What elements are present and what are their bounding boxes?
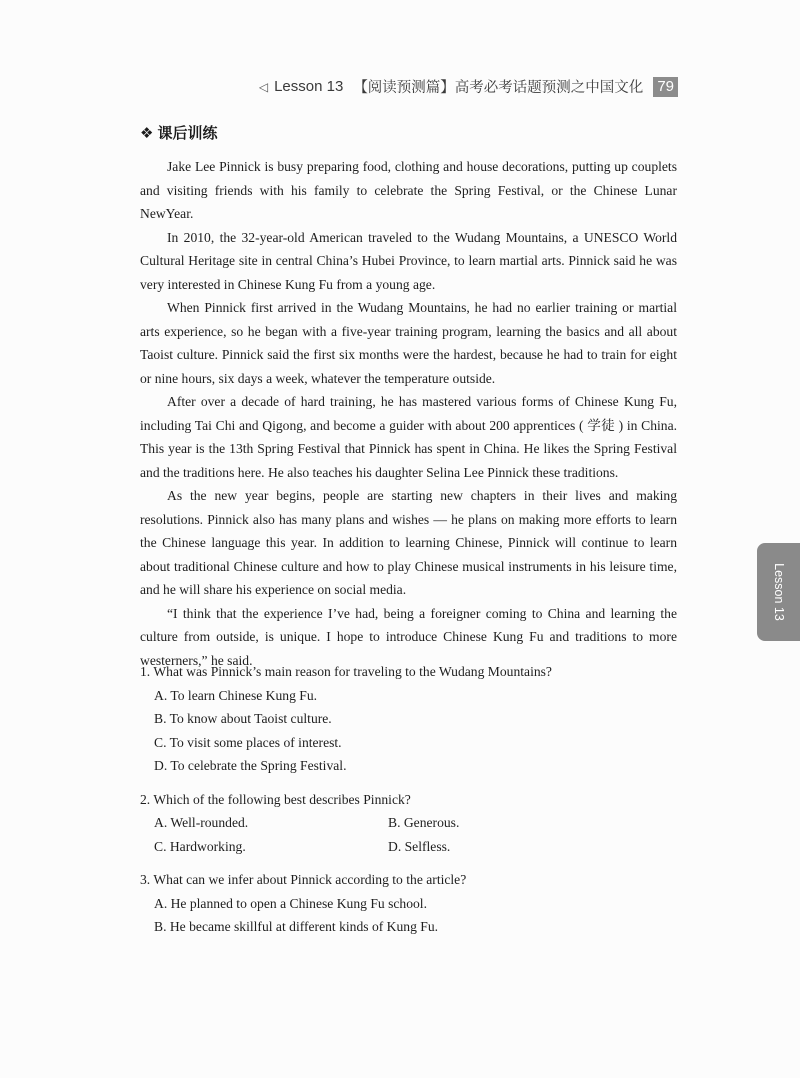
option-a: A. To learn Chinese Kung Fu.: [154, 687, 318, 703]
option-d: D. To celebrate the Spring Festival.: [154, 758, 347, 773]
option-d: D. Selfless.: [388, 838, 451, 854]
option-b: B. To know about Taoist culture.: [154, 711, 332, 726]
paragraph: After over a decade of hard training, he has mastered various forms of Chinese Kung Fu, including Tai Chi and Qigong, and become a guider with about 200 apprentices ( 学徒 ) in China. This year is the 13th Spring Festival that Pinnick has spent in China. He likes the Spring Festival and the traditions here. He also teaches his daughter Selina Lee Pinnick these traditions.: [140, 394, 677, 480]
option-a: A. Well-rounded.: [154, 815, 249, 830]
paragraph: In 2010, the 32-year-old American traveled to the Wudang Mountains, a UNESCO World Cultural Heritage site in central China’s Hubei Province, to learn martial arts. Pinnick said he was very interested in Chinese Kung Fu from a young age.: [140, 229, 677, 292]
question-stem: 3. What can we infer about Pinnick according to the article?: [140, 872, 467, 887]
option-c: C. To visit some places of interest.: [154, 734, 342, 750]
paragraph: When Pinnick first arrived in the Wudang Mountains, he had no earlier training or martial arts experience, so he began with a five-year training program, learning the basics and all about Taoist culture. Pinnick said the first six months were the hardest, because he had to train for eight or nine hours, six days a week, whatever the temperature outside.: [140, 300, 677, 386]
paragraph: “I think that the experience I’ve had, being a foreigner coming to China and learning the culture from outside, is unique. I hope to introduce Chinese Kung Fu and traditions to more westerners,” he said.: [140, 605, 677, 668]
option-c: C. Hardworking.: [154, 838, 246, 854]
triangle-left-icon: ◁: [258, 79, 269, 94]
question-stem: 2. Which of the following best describes Pinnick?: [140, 791, 411, 807]
question-1: [140, 660, 677, 778]
section-title: [140, 122, 217, 143]
option-b: B. He became skillful at different kinds of Kung Fu.: [154, 919, 439, 934]
option-a: A. He planned to open a Chinese Kung Fu school.: [154, 895, 427, 911]
diamond-bullet-icon: ❖: [140, 124, 154, 142]
page-header: [259, 76, 678, 97]
paragraph: Jake Lee Pinnick is busy preparing food, clothing and house decorations, putting up couplets and visiting friends with his family to celebrate the Spring Festival, or the Chinese Lunar NewYear.: [140, 159, 677, 221]
reading-passage: [140, 155, 677, 672]
question-2: [140, 788, 677, 859]
header-lesson: Lesson 13: [274, 78, 344, 95]
lesson-side-tab: [757, 543, 800, 641]
paragraph: As the new year begins, people are starting new chapters in their lives and making resolutions. Pinnick also has many plans and wishes — he plans on making more efforts to learn the Chinese language this year. In addition to learning Chinese, Pinnick will continue to learn about traditional Chinese culture and how to play Chinese musical instruments in his leisure time, and he will share his experience on social media.: [140, 488, 677, 597]
side-tab-label: Lesson 13: [771, 563, 786, 621]
option-b: B. Generous.: [388, 815, 460, 830]
question-stem: 1. What was Pinnick’s main reason for traveling to the Wudang Mountains?: [140, 664, 552, 679]
option-grid: [140, 811, 677, 858]
header-title: 【阅读预测篇】高考必考话题预测之中国文化: [353, 80, 644, 96]
section-title-text: 课后训练: [157, 124, 218, 142]
question-list: [140, 660, 677, 949]
question-3: [140, 868, 677, 939]
page-number: 79: [653, 77, 678, 97]
